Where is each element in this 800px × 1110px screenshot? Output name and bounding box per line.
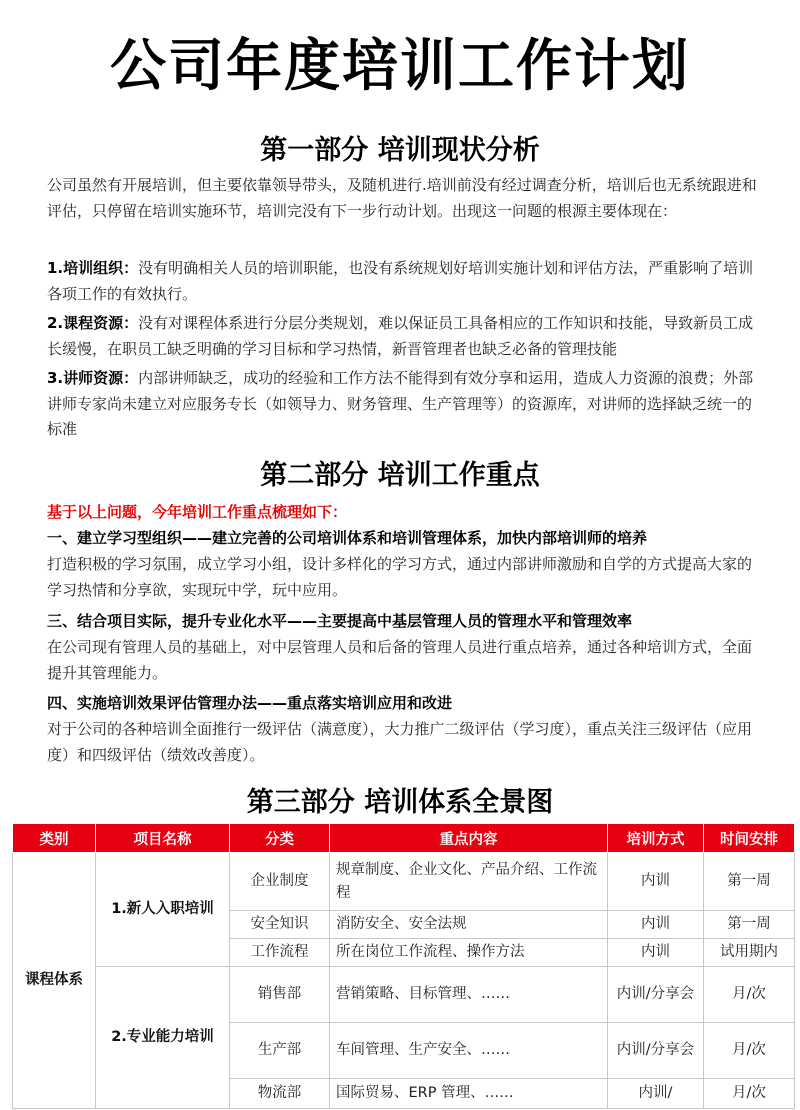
part2-item-1-text: 打造积极的学习氛围，成立学习小组，设计多样化的学习方式，通过内部讲师激励和自学的方式提高大家的学习热情和分享欲，实现玩中学，玩中应用。 <box>47 555 753 599</box>
header-type: 分类 <box>230 824 330 853</box>
item-label: 2.课程资源： <box>47 314 139 332</box>
part1-item-organization <box>47 256 759 307</box>
method-cell: 内训 <box>608 911 704 939</box>
type-cell: 销售部 <box>230 967 330 1023</box>
time-cell: 月/次 <box>704 1023 795 1079</box>
part2-item-4-text: 对于公司的各种培训全面推行一级评估（满意度），大力推广二级评估（学习度），重点关注三级评估（应用度）和四级评估（绩效改善度）。 <box>47 720 753 764</box>
table-row <box>13 967 795 1023</box>
training-system-table <box>12 823 795 1109</box>
type-cell: 物流部 <box>230 1079 330 1109</box>
project-name-cell: 2.专业能力培训 <box>96 967 230 1109</box>
part3-heading: 第三部分 培训体系全景图 <box>246 787 554 818</box>
time-cell: 第一周 <box>704 911 795 939</box>
part2-item-1-title: 一、建立学习型组织——建立完善的公司培训体系和培训管理体系，加快内部培训师的培养 <box>47 529 648 547</box>
table-header-row <box>13 824 795 853</box>
time-cell: 第一周 <box>704 853 795 911</box>
time-cell: 月/次 <box>704 967 795 1023</box>
item-label: 1.培训组织： <box>47 259 139 277</box>
time-cell: 月/次 <box>704 1079 795 1109</box>
header-key-content: 重点内容 <box>330 824 608 853</box>
document-title: 公司年度培训工作计划 <box>110 34 690 99</box>
content-cell: 消防安全、安全法规 <box>330 911 608 939</box>
type-cell: 生产部 <box>230 1023 330 1079</box>
part2-item-4-title: 四、实施培训效果评估管理办法——重点落实培训应用和改进 <box>47 694 453 712</box>
header-project-name: 项目名称 <box>96 824 230 853</box>
method-cell: 内训 <box>608 853 704 911</box>
type-cell: 工作流程 <box>230 939 330 967</box>
part1-item-lecturer-resources <box>47 366 759 443</box>
table-row <box>13 853 795 911</box>
content-cell: 规章制度、企业文化、产品介绍、工作流程 <box>330 853 608 911</box>
method-cell: 内训/分享会 <box>608 1023 704 1079</box>
header-schedule: 时间安排 <box>704 824 795 853</box>
part2-lead: 基于以上问题，今年培训工作重点梳理如下： <box>47 503 348 521</box>
item-text: 没有对课程体系进行分层分类规划，难以保证员工具备相应的工作知识和技能，导致新员工成长缓慢，在职员工缺乏明确的学习目标和学习热情，新晋管理者也缺乏必备的管理技能 <box>47 314 754 358</box>
item-text: 内部讲师缺乏，成功的经验和工作方法不能得到有效分享和运用，造成人力资源的浪费；外部讲师专家尚未建立对应服务专长（如领导力、财务管理、生产管理等）的资源库，对讲师的选择缺乏统一的标准 <box>47 369 754 438</box>
project-name-cell: 1.新人入职培训 <box>96 853 230 967</box>
part1-heading: 第一部分 培训现状分析 <box>260 135 540 166</box>
time-cell: 试用期内 <box>704 939 795 967</box>
part2-item-3-title: 三、结合项目实际，提升专业化水平——主要提高中基层管理人员的管理水平和管理效率 <box>47 612 633 630</box>
part2-item-3-text: 在公司现有管理人员的基础上，对中层管理人员和后备的管理人员进行重点培养，通过各种培训方式，全面提升其管理能力。 <box>47 638 753 682</box>
content-cell: 营销策略、目标管理、…… <box>330 967 608 1023</box>
header-training-method: 培训方式 <box>608 824 704 853</box>
content-cell: 国际贸易、ERP 管理、…… <box>330 1079 608 1109</box>
type-cell: 安全知识 <box>230 911 330 939</box>
part1-intro: 公司虽然有开展培训，但主要依靠领导带头，及随机进行.培训前没有经过调查分析，培训后也无系统跟进和评估，只停留在培训实施环节，培训完没有下一步行动计划。出现这一问题的根源主要体现在： <box>47 176 757 220</box>
method-cell: 内训 <box>608 939 704 967</box>
item-text: 没有明确相关人员的培训职能，也没有系统规划好培训实施计划和评估方法，严重影响了培训各项工作的有效执行。 <box>47 259 754 303</box>
header-category: 类别 <box>13 824 96 853</box>
content-cell: 所在岗位工作流程、操作方法 <box>330 939 608 967</box>
method-cell: 内训/ <box>608 1079 704 1109</box>
content-cell: 车间管理、生产安全、…… <box>330 1023 608 1079</box>
method-cell: 内训/分享会 <box>608 967 704 1023</box>
part2-heading: 第二部分 培训工作重点 <box>260 460 540 491</box>
type-cell: 企业制度 <box>230 853 330 911</box>
part1-item-course-resources <box>47 311 759 362</box>
category-cell: 课程体系 <box>13 853 96 1109</box>
item-label: 3.讲师资源： <box>47 369 139 387</box>
